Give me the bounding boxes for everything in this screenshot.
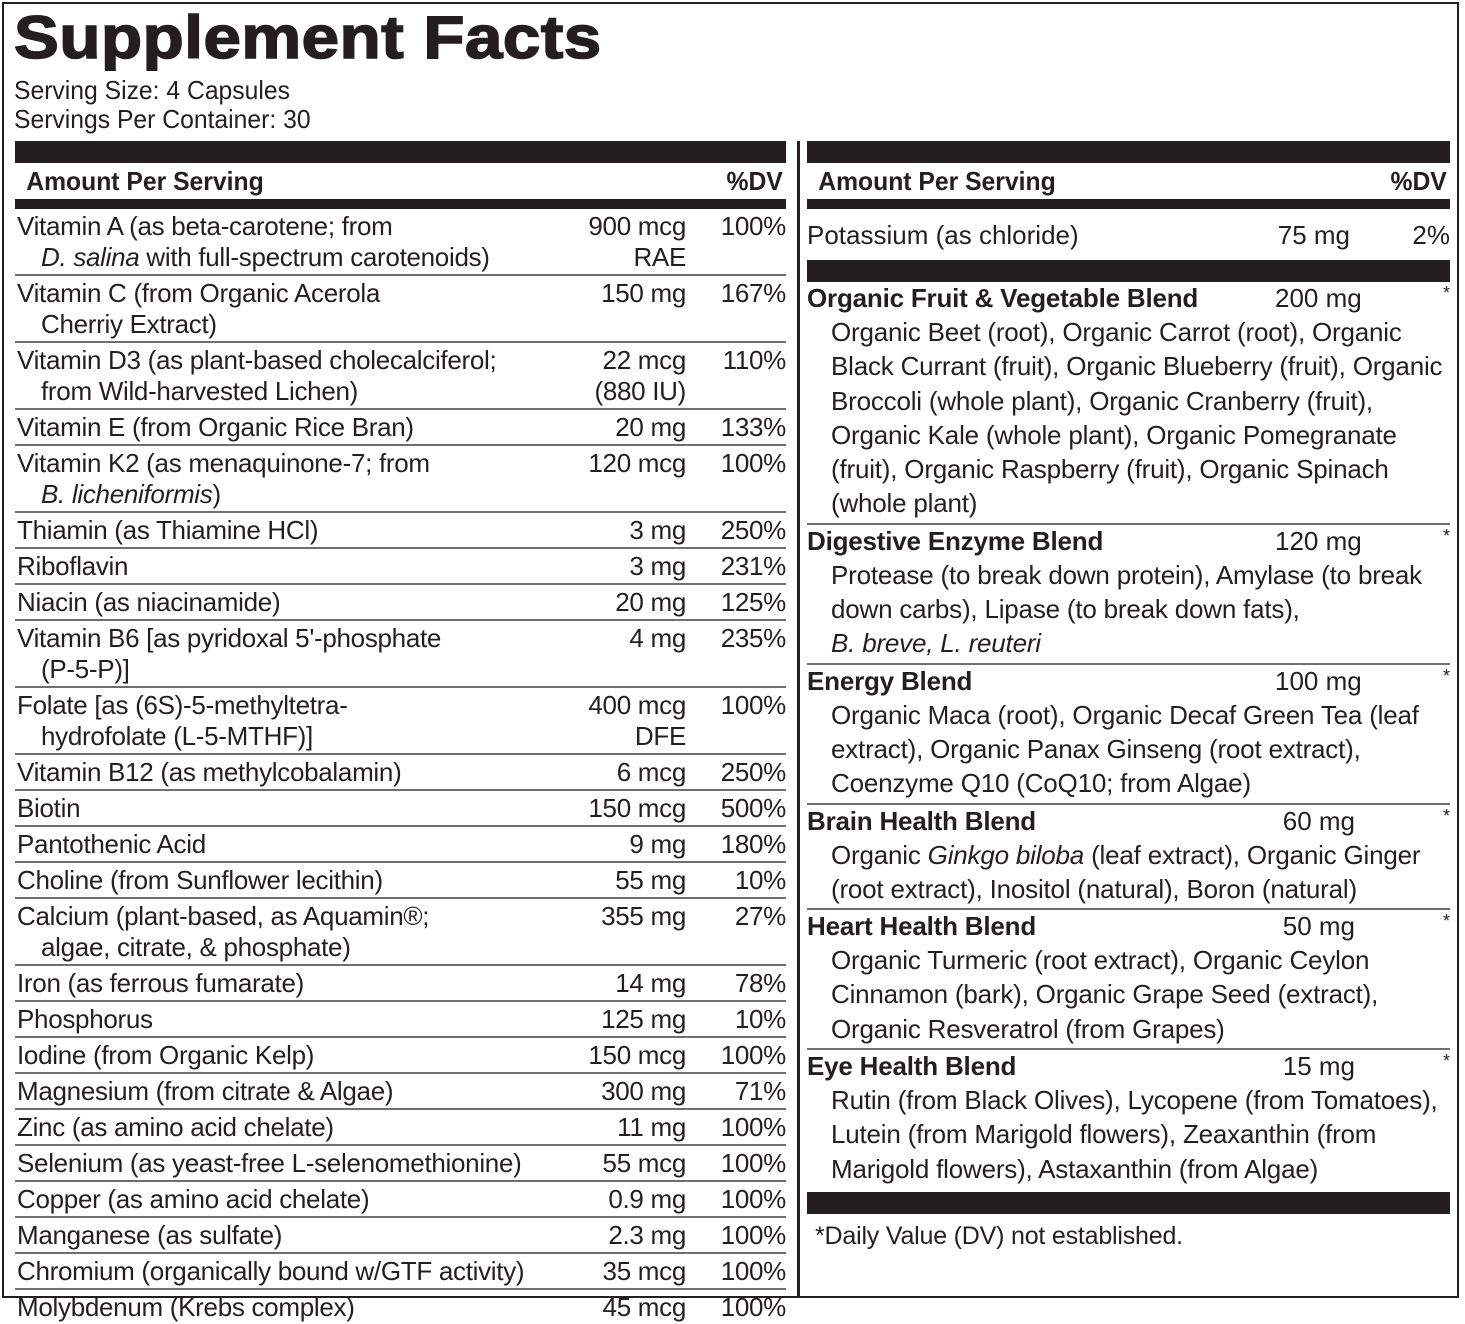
nutrient-amount: 355 mg xyxy=(601,901,686,931)
blend-ingredients-italic: B. breve, L. reuteri xyxy=(831,628,1041,659)
nutrient-dv: 78% xyxy=(734,968,786,998)
nutrient-amount: 75 mg xyxy=(1277,220,1350,250)
blend-name: Energy Blend xyxy=(807,665,973,696)
blend-ingredients: Organic Beet (root), Organic Carrot (root), Organic Black Currant (fruit), Organic Blueberry (fruit), Organic Broccoli (whole plant), Organic Cranberry (fruit), Organic Kale (whole plant), Organic Pomegranate (fruit), Organic Raspberry (fruit), Organic Spinach (whole plant) xyxy=(831,317,1443,519)
nutrient-name-italic: B. licheniformis xyxy=(41,479,213,509)
nutrient-row xyxy=(15,621,786,688)
blend-name: Brain Health Blend xyxy=(807,805,1036,836)
nutrient-dv: 167% xyxy=(720,278,786,308)
blend-name: Digestive Enzyme Blend xyxy=(807,525,1104,556)
serving-info xyxy=(14,76,326,134)
nutrient-amount: 6 mcg xyxy=(616,757,686,787)
nutrient-name-cont: Cherriy Extract) xyxy=(41,309,217,339)
nutrient-row xyxy=(15,446,786,513)
nutrient-name: Chromium (organically bound w/GTF activity) xyxy=(17,1256,525,1286)
blend-amount: 200 mg xyxy=(1275,283,1362,313)
nutrient-dv: 180% xyxy=(720,829,786,859)
nutrient-amount: 400 mcg xyxy=(588,690,686,720)
blend-section xyxy=(807,665,1450,805)
nutrient-amount: 55 mg xyxy=(615,865,686,895)
header-dv: %DV xyxy=(726,165,783,196)
column-divider xyxy=(797,141,800,1297)
nutrient-amount: 900 mcg xyxy=(588,211,686,241)
nutrient-name: Biotin xyxy=(17,793,81,823)
nutrient-amount: 150 mg xyxy=(601,278,686,308)
servings-per-container: Servings Per Container: 30 xyxy=(14,104,311,134)
nutrient-row xyxy=(15,863,786,899)
nutrient-dv: 10% xyxy=(734,865,786,895)
nutrient-row xyxy=(15,410,786,446)
nutrient-name: Selenium (as yeast-free L-selenomethionine) xyxy=(17,1148,522,1178)
nutrient-row xyxy=(15,1146,786,1182)
nutrient-amount: 35 mcg xyxy=(602,1256,686,1286)
nutrient-row xyxy=(15,827,786,863)
nutrient-name: Choline (from Sunflower lecithin) xyxy=(17,865,383,895)
blend-dv: * xyxy=(1442,665,1450,686)
nutrient-name: Iron (as ferrous fumarate) xyxy=(17,968,304,998)
blend-ingredients-italic: Ginkgo biloba xyxy=(927,839,1085,870)
blend-amount: 120 mg xyxy=(1275,525,1362,556)
nutrient-row xyxy=(15,585,786,621)
nutrient-row xyxy=(15,549,786,585)
nutrient-dv: 100% xyxy=(720,1112,786,1142)
nutrient-amount: 11 mg xyxy=(617,1112,686,1142)
blend-ingredients: Organic Turmeric (root extract), Organic Ceylon Cinnamon (bark), Organic Grape Seed (extract), Organic Resveratrol (from Grapes) xyxy=(831,945,1379,1044)
nutrient-name: Manganese (as sulfate) xyxy=(17,1220,283,1250)
nutrient-amount: 150 mcg xyxy=(588,1040,686,1070)
blend-dv: * xyxy=(1442,911,1450,932)
nutrient-amount: 125 mg xyxy=(601,1004,686,1034)
nutrient-dv: 100% xyxy=(720,690,786,720)
nutrient-name: Thiamin (as Thiamine HCl) xyxy=(17,515,319,545)
nutrient-name-cont: (P-5-P)] xyxy=(41,654,130,684)
nutrient-row xyxy=(15,1074,786,1110)
nutrient-row xyxy=(15,966,786,1002)
nutrient-dv: 110% xyxy=(722,345,786,375)
nutrient-row-potassium xyxy=(807,209,1450,260)
blend-dv: * xyxy=(1442,525,1450,546)
nutrient-dv: 100% xyxy=(720,448,786,478)
nutrient-dv: 133% xyxy=(720,412,786,442)
label-title: Supplement Facts xyxy=(14,4,602,71)
nutrient-row xyxy=(15,1218,786,1254)
nutrient-amount: 0.9 mg xyxy=(608,1184,686,1214)
nutrient-name-cont: ) xyxy=(212,479,221,509)
nutrient-dv: 100% xyxy=(720,1220,786,1250)
column-header xyxy=(15,163,786,199)
nutrient-name: Iodine (from Organic Kelp) xyxy=(17,1040,315,1070)
nutrient-name: Folate [as (6S)-5-methyltetra- xyxy=(17,690,348,720)
nutrient-amount: 3 mg xyxy=(629,551,686,581)
nutrient-amount: 20 mg xyxy=(615,587,686,617)
header-amount: Amount Per Serving xyxy=(26,165,264,196)
nutrient-dv: 235% xyxy=(720,623,786,653)
header-amount: Amount Per Serving xyxy=(818,165,1056,196)
nutrient-name: Calcium (plant-based, as Aquamin®; xyxy=(17,901,430,931)
medium-rule xyxy=(807,199,1450,209)
nutrient-row xyxy=(15,1254,786,1290)
nutrient-dv: 71% xyxy=(734,1076,786,1106)
nutrient-dv: 2% xyxy=(1412,220,1450,250)
nutrient-amount: 300 mg xyxy=(601,1076,686,1106)
nutrient-dv: 125% xyxy=(720,587,786,617)
nutrient-amount-unit: RAE xyxy=(633,242,686,272)
nutrient-name: Vitamin A (as beta-carotene; from xyxy=(17,211,393,241)
nutrient-row xyxy=(15,1038,786,1074)
nutrient-dv: 100% xyxy=(720,1292,786,1322)
nutrient-dv: 100% xyxy=(720,1148,786,1178)
blend-name: Heart Health Blend xyxy=(807,911,1037,942)
nutrient-name-cont: hydrofolate (L-5-MTHF)] xyxy=(41,721,313,751)
blend-dv: * xyxy=(1442,283,1450,303)
nutrient-name-italic: D. salina xyxy=(41,242,140,272)
nutrient-row xyxy=(15,899,786,966)
nutrient-amount-unit: DFE xyxy=(634,721,686,751)
blend-amount: 50 mg xyxy=(1282,911,1355,942)
nutrient-amount: 20 mg xyxy=(615,412,686,442)
nutrient-row xyxy=(15,343,786,410)
nutrient-dv: 100% xyxy=(720,1040,786,1070)
blend-section xyxy=(807,1050,1450,1188)
nutrient-amount: 22 mcg xyxy=(602,345,686,375)
medium-rule xyxy=(15,199,786,209)
thick-rule xyxy=(807,260,1450,282)
nutrient-row xyxy=(15,1002,786,1038)
nutrient-name: Riboflavin xyxy=(17,551,129,581)
blend-ingredients: Organic Maca (root), Organic Decaf Green Tea (leaf extract), Organic Panax Ginseng (root extract), Coenzyme Q10 (CoQ10; from Algae) xyxy=(831,699,1419,799)
blend-ingredients: Rutin (from Black Olives), Lycopene (from Tomatoes), Lutein (from Marigold flowers), Zeaxanthin (from Marigold flowers), Astaxanthin (from Algae) xyxy=(831,1085,1438,1184)
nutrient-dv: 250% xyxy=(720,515,786,545)
blend-section xyxy=(807,525,1450,665)
thick-rule xyxy=(807,141,1450,163)
nutrient-row xyxy=(15,755,786,791)
nutrient-row xyxy=(15,276,786,343)
nutrient-dv: 500% xyxy=(720,793,786,823)
blend-section xyxy=(807,805,1450,911)
nutrient-amount: 4 mg xyxy=(629,623,686,653)
nutrient-name-cont: algae, citrate, & phosphate) xyxy=(41,932,351,962)
blend-amount: 60 mg xyxy=(1282,805,1355,836)
nutrient-row xyxy=(15,209,786,276)
blend-ingredients xyxy=(807,838,1450,907)
nutrient-name: Niacin (as niacinamide) xyxy=(17,587,281,617)
nutrient-amount-unit: (880 IU) xyxy=(594,376,686,406)
nutrient-dv: 27% xyxy=(734,901,786,931)
nutrient-name: Pantothenic Acid xyxy=(17,829,206,859)
nutrient-name: Molybdenum (Krebs complex) xyxy=(17,1292,355,1322)
nutrient-dv: 250% xyxy=(720,757,786,787)
nutrient-amount: 150 mcg xyxy=(588,793,686,823)
nutrient-name: Vitamin B12 (as methylcobalamin) xyxy=(17,757,402,787)
nutrient-amount: 14 mg xyxy=(615,968,686,998)
nutrient-row xyxy=(15,1290,786,1324)
nutrient-name: Potassium (as chloride) xyxy=(807,220,1079,250)
blend-dv: * xyxy=(1442,805,1450,826)
thick-rule xyxy=(807,1192,1450,1214)
nutrient-dv: 231% xyxy=(720,551,786,581)
footnote: *Daily Value (DV) not established. xyxy=(815,1221,1183,1250)
blend-amount: 15 mg xyxy=(1282,1051,1355,1082)
serving-size: Serving Size: 4 Capsules xyxy=(14,75,290,105)
left-column xyxy=(15,141,786,1324)
nutrient-name: Vitamin B6 [as pyridoxal 5'-phosphate xyxy=(17,623,442,653)
nutrient-amount: 3 mg xyxy=(629,515,686,545)
blend-ingredients xyxy=(807,558,1450,661)
right-column xyxy=(807,141,1450,1251)
blend-name: Eye Health Blend xyxy=(807,1051,1017,1082)
nutrient-amount: 45 mcg xyxy=(602,1292,686,1322)
nutrient-name-cont: with full-spectrum carotenoids) xyxy=(139,242,490,272)
nutrient-amount: 2.3 mg xyxy=(608,1220,686,1250)
blend-ingredients-text: (leaf extract), Organic Ginger (root extract), Inositol (natural), Boron (natural) xyxy=(831,839,1421,904)
nutrient-name: Magnesium (from citrate & Algae) xyxy=(17,1076,394,1106)
nutrient-name: Copper (as amino acid chelate) xyxy=(17,1184,370,1214)
nutrient-name: Vitamin K2 (as menaquinone-7; from xyxy=(17,448,430,478)
nutrient-name: Vitamin C (from Organic Acerola xyxy=(17,278,381,308)
blend-amount: 100 mg xyxy=(1275,665,1362,696)
blend-ingredients-text: Organic xyxy=(831,839,928,870)
nutrient-dv: 100% xyxy=(720,1184,786,1214)
blend-dv: * xyxy=(1442,1051,1450,1072)
nutrient-amount: 55 mcg xyxy=(602,1148,686,1178)
column-header xyxy=(807,163,1450,199)
nutrient-row xyxy=(15,791,786,827)
nutrient-dv: 100% xyxy=(720,1256,786,1286)
nutrient-name: Phosphorus xyxy=(17,1004,153,1034)
nutrient-name: Vitamin E (from Organic Rice Bran) xyxy=(17,412,414,442)
blend-ingredients-text: Protease (to break down protein), Amylase (to break down carbs), Lipase (to break down fats), xyxy=(831,559,1422,625)
nutrient-amount: 120 mcg xyxy=(588,448,686,478)
nutrient-amount: 9 mg xyxy=(629,829,686,859)
nutrient-name-cont: from Wild-harvested Lichen) xyxy=(41,376,359,406)
nutrient-row xyxy=(15,513,786,549)
nutrient-dv: 100% xyxy=(720,211,786,241)
nutrient-name: Vitamin D3 (as plant-based cholecalciferol; xyxy=(17,345,497,375)
nutrient-name: Zinc (as amino acid chelate) xyxy=(17,1112,334,1142)
nutrient-dv: 10% xyxy=(734,1004,786,1034)
nutrient-row xyxy=(15,688,786,755)
blend-section xyxy=(807,282,1450,525)
nutrient-row xyxy=(15,1110,786,1146)
blend-name: Organic Fruit & Vegetable Blend xyxy=(807,283,1199,313)
nutrient-row xyxy=(15,1182,786,1218)
thick-rule xyxy=(15,141,786,163)
header-dv: %DV xyxy=(1390,165,1447,196)
blend-section xyxy=(807,910,1450,1050)
